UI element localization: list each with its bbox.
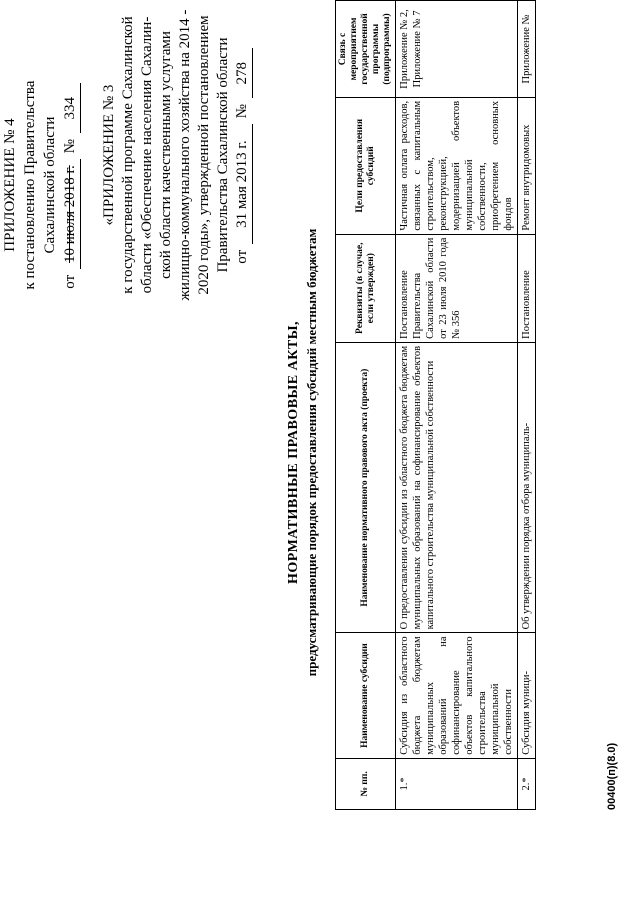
appendix-3-block	[100, 0, 253, 315]
acts-table	[335, 0, 536, 810]
column-header-act-name: Наименование нормативного правового акта (проекта)	[336, 342, 396, 633]
subsidy-goal: Частичная оплата расходов, связанных с капитальным строительством, реконструкцией, модернизацией объектов муниципальной собственности, приобретением основных фондов	[396, 97, 518, 234]
appendix-3-line: Правительства Сахалинской области	[215, 37, 231, 273]
requisites: Постановление Правительства Сахалинской области от 23 июля 2010 года № 356	[396, 234, 518, 342]
program-link: Приложение №	[518, 1, 536, 98]
subsidy-name: Субсидия муници-	[518, 633, 536, 758]
resolution-date: 10 июля 2018 г.	[60, 159, 81, 269]
resolution-number: 334	[60, 83, 81, 133]
appendix-4-date-line	[60, 25, 81, 345]
column-header-subsidy-name: Наименование субсидии	[336, 633, 396, 758]
appendix-4-block	[0, 25, 81, 345]
number-prefix: №	[62, 139, 78, 154]
program-date: 31 мая 2013 г.	[233, 124, 253, 244]
from-prefix: от	[62, 274, 78, 289]
table-row	[396, 1, 518, 810]
appendix-4-title: ПРИЛОЖЕНИЕ № 4	[2, 118, 18, 252]
column-header-goals: Цели предоставления субсидий	[336, 97, 396, 234]
appendix-4-line: Сахалинской области	[42, 116, 58, 254]
document-code: 00400(п)(8.0)	[606, 742, 618, 810]
subsidy-goal: Ремонт внутридомовых	[518, 97, 536, 234]
from-prefix: от	[234, 249, 250, 264]
number-prefix: №	[234, 104, 250, 119]
column-header-number: № пп.	[336, 758, 396, 809]
act-name: О предоставлении субсидии из областного бюджета бюджетам муниципальных образований на софинансирование объектов капитального строительства муниципальной собственности	[396, 342, 518, 633]
program-number: 278	[233, 48, 253, 98]
subsidy-name: Субсидия из областного бюджета бюджетам муниципальных образований на софинансирование объектов капитального строительства муниципальной собственности	[396, 633, 518, 758]
table-row	[518, 1, 536, 810]
requisites: Постановление	[518, 234, 536, 342]
row-number: 2.*	[518, 758, 536, 809]
column-header-program-link: Связь с мероприятием государственной программы (подпрограммы)	[336, 1, 396, 98]
appendix-3-line: жилищно-коммунального хозяйства на 2014 -	[177, 9, 193, 301]
appendix-3-line: области «Обеспечение населения Сахалин-	[139, 16, 155, 294]
table-header-row	[336, 1, 396, 810]
appendix-3-line: ской области качественными услугами	[158, 31, 174, 279]
sub-title: предусматривающие порядок предоставления субсидий местным бюджетам	[304, 228, 319, 677]
document-title-block	[286, 0, 320, 905]
program-link: Приложение № 2, Приложение № 7	[396, 1, 518, 98]
main-title: НОРМАТИВНЫЕ ПРАВОВЫЕ АКТЫ,	[286, 321, 301, 584]
appendix-3-title: «ПРИЛОЖЕНИЕ № 3	[101, 84, 117, 226]
appendix-4-line: к постановлению Правительства	[22, 80, 38, 290]
appendix-3-line: 2020 годы», утвержденной постановлением	[196, 15, 212, 295]
row-number: 1.*	[396, 758, 518, 809]
appendix-3-date-line	[233, 0, 253, 315]
appendix-3-line: к государственной программе Сахалинской	[120, 16, 136, 294]
column-header-requisites: Реквизиты (в случае, если утвержден)	[336, 234, 396, 342]
act-name: Об утверждении порядка отбора муниципаль-	[518, 342, 536, 633]
